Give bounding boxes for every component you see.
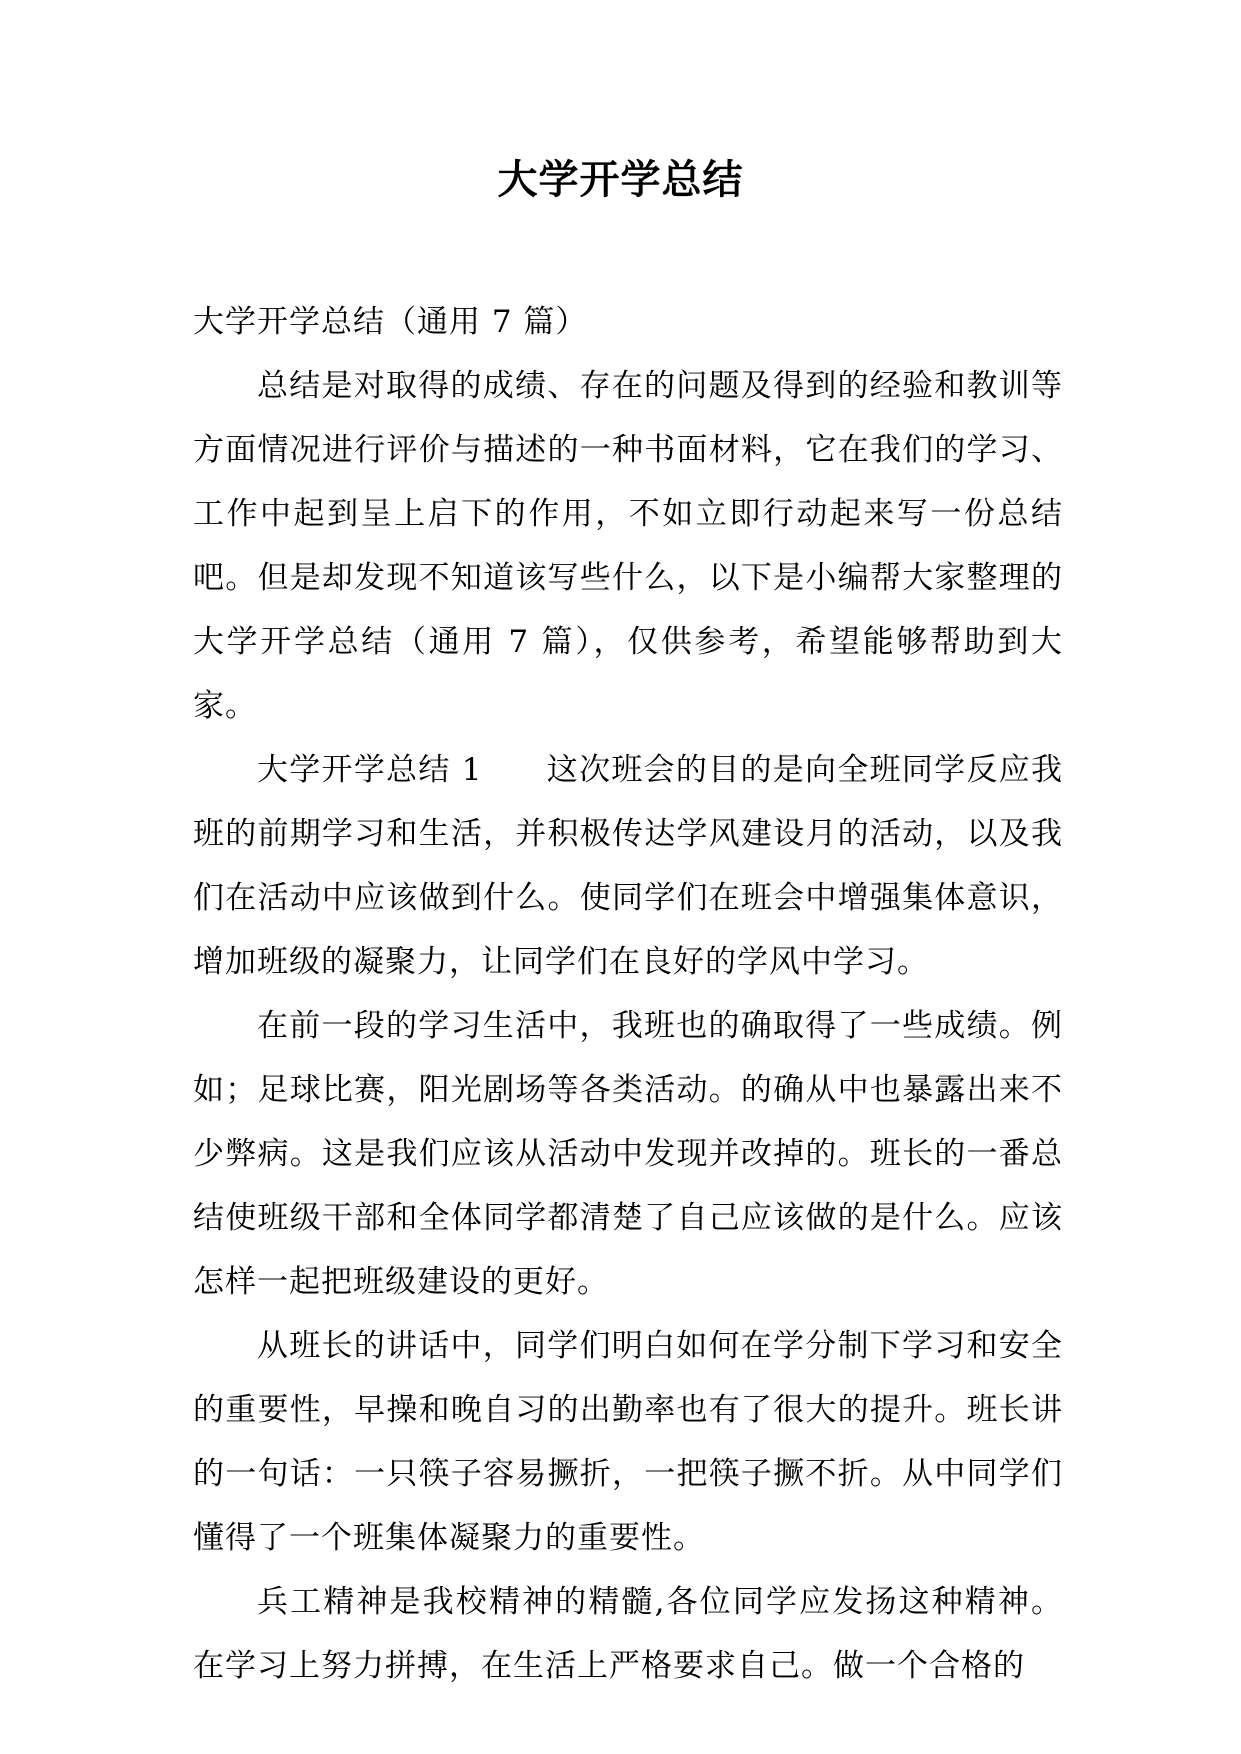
document-title: 大学开学总结 xyxy=(497,157,744,203)
section-1-paragraph xyxy=(193,738,1063,994)
body-paragraph-4: 兵工精神是我校精神的精髓,各位同学应发扬这种精神。在学习上努力拼搏，在生活上严格要求自己。做一个合格的 xyxy=(193,1584,1063,1684)
body-paragraph-3: 从班长的讲话中，同学们明白如何在学分制下学习和安全的重要性，早操和晚自习的出勤率也有了很大的提升。班长讲的一句话：一只筷子容易撅折，一把筷子撅不折。从中同学们懂得了一个班集体凝聚力的重要性。 xyxy=(193,1328,1063,1556)
section-1-text: 这次班会的目的是向全班同学反应我班的前期学习和生活，并积极传达学风建设月的活动，以及我们在活动中应该做到什么。使同学们在班会中增强集体意识，增加班级的凝聚力，让同学们在良好的学风中学习。 xyxy=(193,752,1063,980)
body-paragraph-2: 在前一段的学习生活中，我班也的确取得了一些成绩。例如；足球比赛，阳光剧场等各类活动。的确从中也暴露出来不少弊病。这是我们应该从活动中发现并改掉的。班长的一番总结使班级干部和全体同学都清楚了自己应该做的是什么。应该怎样一起把班级建设的更好。 xyxy=(193,1008,1063,1300)
document-body xyxy=(193,290,1063,1698)
document-subtitle: 大学开学总结（通用 7 篇） xyxy=(193,304,588,340)
section-heading: 大学开学总结 1 xyxy=(257,752,483,788)
intro-paragraph: 总结是对取得的成绩、存在的问题及得到的经验和教训等方面情况进行评价与描述的一种书面材料，它在我们的学习、工作中起到呈上启下的作用，不如立即行动起来写一份总结吧。但是却发现不知道该写些什么，以下是小编帮大家整理的大学开学总结（通用 7 篇），仅供参考，希望能够帮助到大家。 xyxy=(193,368,1063,724)
